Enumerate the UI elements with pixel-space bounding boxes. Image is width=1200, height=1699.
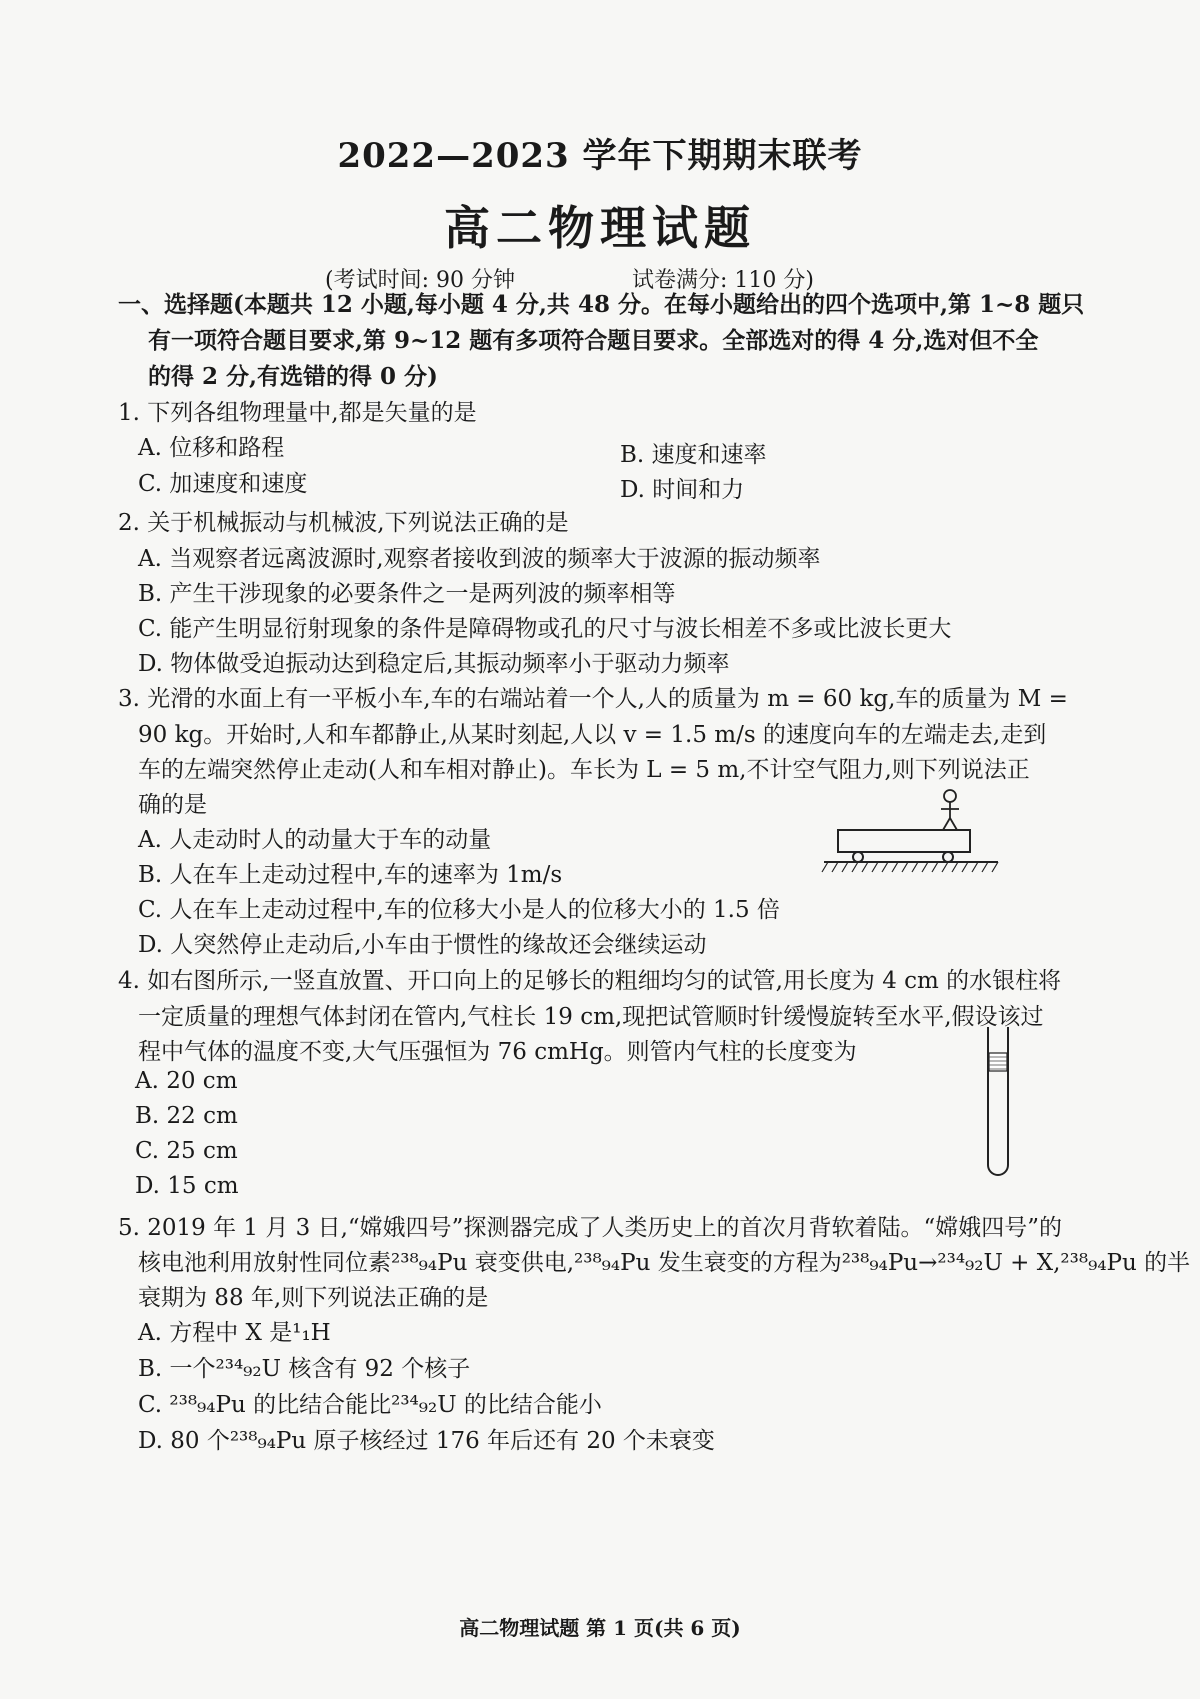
q3-stem-2: 90 kg。开始时,人和车都静止,从某时刻起,人以 v = 1.5 m/s 的速度向车的左端走去,走到 <box>138 722 1047 748</box>
q5-option-c: C. ²³⁸₉₄Pu 的比结合能比²³⁴₉₂U 的比结合能小 <box>138 1392 602 1418</box>
q4-stem-2: 一定质量的理想气体封闭在管内,气柱长 19 cm,现把试管顺时针缓慢旋转至水平,假设该过 <box>138 1004 1044 1030</box>
q4-stem-3: 程中气体的温度不变,大气压强恒为 76 cmHg。则管内气柱的长度变为 <box>138 1039 857 1065</box>
q4-option-a: A. 20 cm <box>135 1068 238 1094</box>
section-line-2: 有一项符合题目要求,第 9~12 题有多项符合题目要求。全部选对的得 4 分,选对但不全 <box>148 327 1039 354</box>
q3-stem-1: 3. 光滑的水面上有一平板小车,车的右端站着一个人,人的质量为 m = 60 kg,车的质量为 M = <box>118 686 1068 712</box>
q3-option-d: D. 人突然停止走动后,小车由于惯性的缘故还会继续运动 <box>138 932 707 958</box>
q1-stem: 1. 下列各组物理量中,都是矢量的是 <box>118 400 477 426</box>
exam-heading: 2022—2023 学年下期期末联考 <box>337 136 863 176</box>
q1-option-b: B. 速度和速率 <box>620 442 767 468</box>
section-line-1: 一、选择题(本题共 12 小题,每小题 4 分,共 48 分。在每小题给出的四个选项中,第 1~8 题只 <box>118 291 1085 318</box>
q3-stem-3: 车的左端突然停止走动(人和车相对静止)。车长为 L = 5 m,不计空气阻力,则下列说法正 <box>138 757 1030 783</box>
q2-option-c: C. 能产生明显衍射现象的条件是障碍物或孔的尺寸与波长相差不多或比波长更大 <box>138 616 952 642</box>
q2-option-a: A. 当观察者远离波源时,观察者接收到波的频率大于波源的振动频率 <box>138 546 821 572</box>
section-line-3: 的得 2 分,有选错的得 0 分) <box>148 363 438 390</box>
cart-figure <box>820 780 1020 880</box>
q4-option-d: D. 15 cm <box>135 1173 239 1199</box>
exam-score: 试卷满分: 110 分) <box>632 268 814 293</box>
q5-option-d: D. 80 个²³⁸₉₄Pu 原子核经过 176 年后还有 20 个未衰变 <box>138 1428 715 1454</box>
q4-option-c: C. 25 cm <box>135 1138 238 1164</box>
q4-option-b: B. 22 cm <box>135 1103 238 1129</box>
q2-stem: 2. 关于机械振动与机械波,下列说法正确的是 <box>118 510 569 536</box>
q3-stem-4: 确的是 <box>138 792 207 818</box>
exam-title: 高二物理试题 <box>444 201 756 255</box>
q5-option-a: A. 方程中 X 是¹₁H <box>138 1320 331 1346</box>
q5-stem-2: 核电池利用放射性同位素²³⁸₉₄Pu 衰变供电,²³⁸₉₄Pu 发生衰变的方程为²³⁸₉₄Pu→²³⁴₉₂U + X,²³⁸₉₄Pu 的半 <box>138 1250 1191 1276</box>
q1-option-d: D. 时间和力 <box>620 477 745 503</box>
q3-option-b: B. 人在车上走动过程中,车的速率为 1m/s <box>138 862 563 888</box>
exam-time: (考试时间: 90 分钟 <box>325 268 515 293</box>
q5-stem-1: 5. 2019 年 1 月 3 日,“嫦娥四号”探测器完成了人类历史上的首次月背软着陆。“嫦娥四号”的 <box>118 1215 1062 1241</box>
q1-option-a: A. 位移和路程 <box>138 435 285 461</box>
q4-stem-1: 4. 如右图所示,一竖直放置、开口向上的足够长的粗细均匀的试管,用长度为 4 cm 的水银柱将 <box>118 968 1062 994</box>
q2-option-d: D. 物体做受迫振动达到稳定后,其振动频率小于驱动力频率 <box>138 651 730 677</box>
q2-option-b: B. 产生干涉现象的必要条件之一是两列波的频率相等 <box>138 581 676 607</box>
q1-option-c: C. 加速度和速度 <box>138 471 308 497</box>
q3-option-a: A. 人走动时人的动量大于车的动量 <box>138 827 492 853</box>
q5-option-b: B. 一个²³⁴₉₂U 核含有 92 个核子 <box>138 1356 471 1382</box>
page-footer: 高二物理试题 第 1 页(共 6 页) <box>459 1616 741 1640</box>
q5-stem-3: 衰期为 88 年,则下列说法正确的是 <box>138 1285 489 1311</box>
test-tube-figure <box>978 1025 1018 1185</box>
q3-option-c: C. 人在车上走动过程中,车的位移大小是人的位移大小的 1.5 倍 <box>138 897 780 923</box>
